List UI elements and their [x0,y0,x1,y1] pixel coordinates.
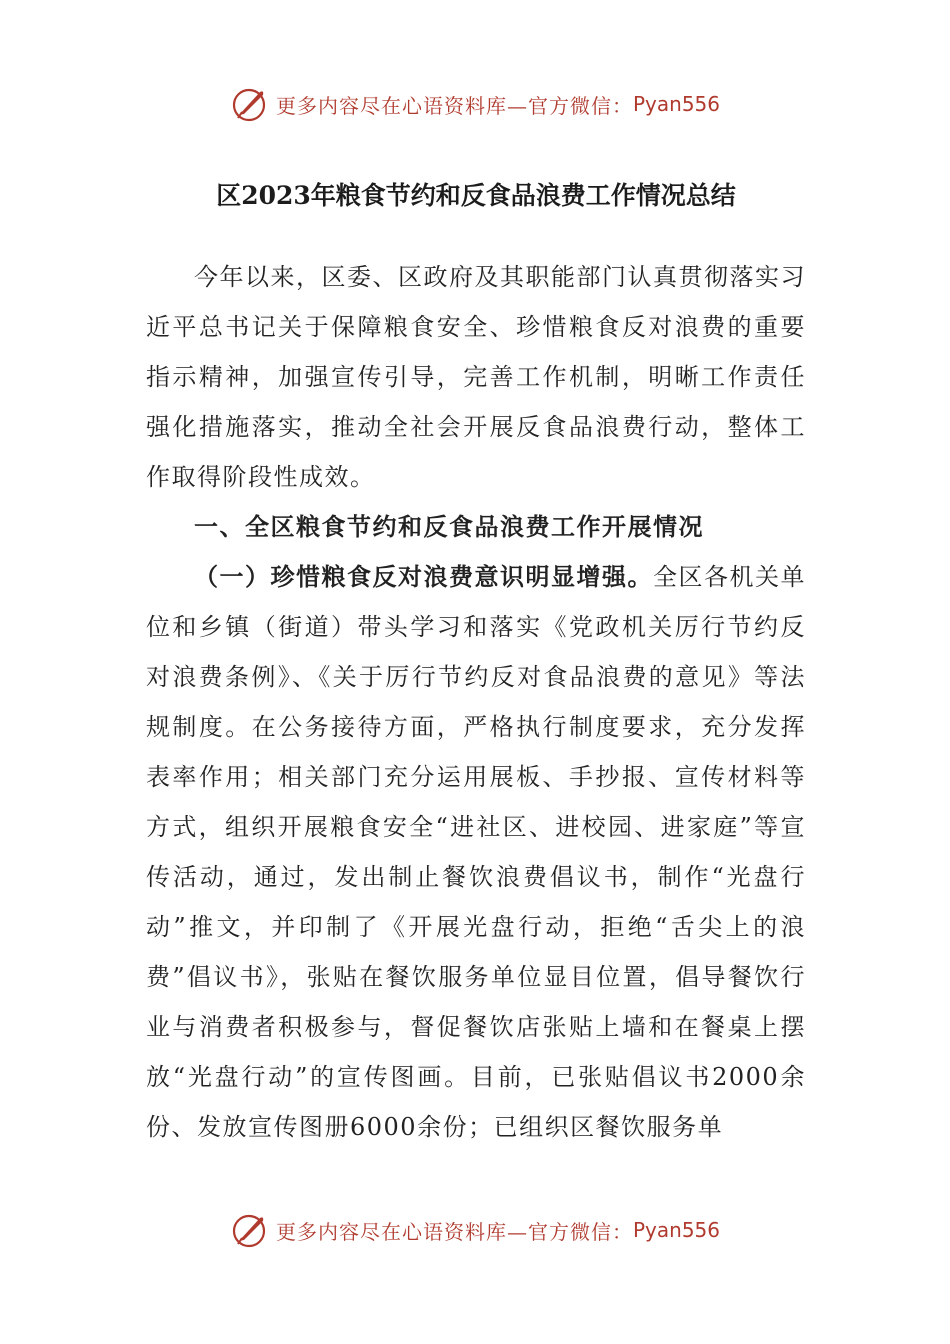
header-banner [0,82,950,126]
subsection-heading: （一）珍惜粮食反对浪费意识明显增强。 [194,562,653,591]
document-title: 区2023年粮食节约和反食品浪费工作情况总结 [216,181,736,210]
document-body [146,174,806,1152]
banner-wechat-id: Pyan556 [632,92,720,116]
section-heading: 一、全区粮食节约和反食品浪费工作开展情况 [194,512,704,541]
footer-banner [0,1208,950,1252]
banner-text: 更多内容尽在心语资料库—官方微信： [275,93,633,118]
banner-text: 更多内容尽在心语资料库—官方微信： [275,1219,633,1244]
banner-wechat-id: Pyan556 [632,1218,720,1242]
quill-pen-circle-icon [230,1210,270,1250]
subsection-paragraph [146,552,806,1152]
quill-pen-circle-icon [230,84,270,124]
intro-paragraph: 今年以来，区委、区政府及其职能部门认真贯彻落实习近平总书记关于保障粮食安全、珍惜粮食反对浪费的重要指示精神，加强宣传引导，完善工作机制，明晰工作责任强化措施落实，推动全社会开展反食品浪费行动，整体工作取得阶段性成效。 [146,263,806,491]
subsection-body: 全区各机关单位和乡镇（街道）带头学习和落实《党政机关厉行节约反对浪费条例》、《关于厉行节约反对食品浪费的意见》等法规制度。在公务接待方面，严格执行制度要求，充分发挥表率作用；相关部门充分运用展板、手抄报、宣传材料等方式，组织开展粮食安全“进社区、进校园、进家庭”等宣传活动，通过，发出制止餐饮浪费倡议书，制作“光盘行动”推文，并印制了《开展光盘行动，拒绝“舌尖上的浪费”倡议书》，张贴在餐饮服务单位显目位置，倡导餐饮行业与消费者积极参与，督促餐饮店张贴上墙和在餐桌上摆放“光盘行动”的宣传图画。目前，已张贴倡议书2000余份、发放宣传图册6000余份；已组织区餐饮服务单 [146,563,806,1141]
